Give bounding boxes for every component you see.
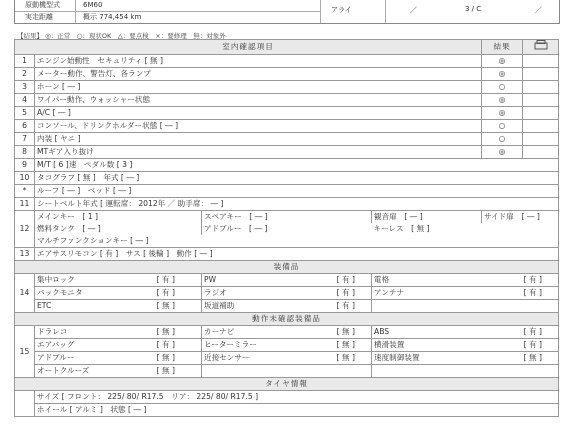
- table-row: [15, 146, 559, 159]
- table-row: [15, 185, 559, 198]
- row-number: 10: [15, 172, 35, 185]
- row-number: 11: [15, 198, 35, 211]
- empty-cell: [523, 68, 559, 81]
- equipment-item: [35, 326, 202, 339]
- key-item: [482, 223, 559, 235]
- empty-cell: [523, 120, 559, 133]
- row-text: 内装 [ ヤニ ]: [35, 133, 482, 146]
- row-number: 13: [15, 248, 35, 261]
- equipment-item: [372, 365, 559, 378]
- row-number: 2: [15, 68, 35, 81]
- row-text: ワイパー動作、ウォッシャー状態: [35, 94, 482, 107]
- empty-cell: [523, 133, 559, 146]
- row-number: 6: [15, 120, 35, 133]
- print-icon[interactable]: [523, 40, 559, 55]
- table-row: [15, 300, 559, 313]
- row-text: MTギア入り抜け: [35, 146, 482, 159]
- arai-label: アライ: [331, 6, 352, 14]
- arai-value: ／: [410, 6, 417, 14]
- row-text: A/C [ ― ]: [35, 107, 482, 120]
- result-header: 結果: [482, 40, 523, 55]
- mileage-value: 概⽰ 774,454 km: [83, 13, 142, 21]
- equipment-item: [372, 300, 559, 313]
- row-result: ○: [482, 133, 523, 146]
- row-result: ◎: [482, 68, 523, 81]
- table-row: [15, 211, 559, 224]
- row-result: ◎: [482, 55, 523, 68]
- key-item: アドブルー [ ― ]: [204, 224, 268, 233]
- table-row: [15, 107, 559, 120]
- row-number: 12: [15, 211, 35, 248]
- row-number: 5: [15, 107, 35, 120]
- vehicle-info-box: [14, 0, 560, 24]
- row-text: エアサスリモコン [ 有 ] サス [ 後輪 ] 動作 [ ― ]: [35, 248, 559, 261]
- arai-value: ／: [535, 6, 542, 14]
- row-result: ○: [482, 120, 523, 133]
- section-header: [15, 378, 559, 391]
- equipment-value: [ 無 ]: [156, 366, 175, 375]
- equipment-item: [202, 352, 372, 365]
- table-row: [15, 404, 559, 417]
- equipment-item: [372, 339, 559, 352]
- equipment-item: [202, 274, 372, 287]
- equipment-name: バックモニタ: [37, 288, 83, 297]
- row-number: *: [15, 185, 35, 198]
- key-item: マルチファンクションキー [ ― ]: [35, 235, 559, 248]
- table-row: [15, 81, 559, 94]
- inspection-table: [14, 39, 559, 417]
- row-result: ○: [482, 81, 523, 94]
- equipment-value: [ 無 ]: [156, 353, 175, 362]
- row-text: M/T [ 6 ]速 ペダル数 [ 3 ]: [35, 159, 559, 172]
- divider: [320, 0, 321, 23]
- table-row: [15, 326, 559, 339]
- equipment-name: 近接センサー: [204, 353, 250, 362]
- equipment-value: [ 無 ]: [156, 327, 175, 336]
- table-row: [15, 94, 559, 107]
- equipment-item: [372, 287, 559, 300]
- wheel-info: ホイール [ アルミ ] 状態 [ ― ]: [35, 404, 559, 417]
- engine-type-label: 原動機型式: [25, 1, 60, 9]
- equipment-item: [202, 365, 372, 378]
- equipment-name: 集中ロック: [37, 275, 75, 284]
- section-title: 装備品: [15, 261, 559, 274]
- equipment-value: [ 有 ]: [156, 340, 175, 349]
- equipment-value: [ 有 ]: [523, 288, 543, 297]
- equipment-name: アドブルー: [37, 353, 75, 362]
- row-result: ◎: [482, 94, 523, 107]
- row-number: [15, 391, 35, 417]
- engine-type-value: 6M60: [83, 1, 103, 9]
- equipment-name: ETC: [37, 301, 52, 310]
- equipment-name: ドラレコ: [37, 327, 68, 336]
- table-row: [15, 223, 559, 235]
- key-item: サイド扉 [ ― ]: [482, 211, 559, 224]
- row-number: 1: [15, 55, 35, 68]
- row-text: ホーン [ ― ]: [35, 81, 482, 94]
- table-row: [15, 120, 559, 133]
- section-header: [15, 313, 559, 326]
- equipment-value: [ 無 ]: [336, 340, 355, 349]
- equipment-item: [35, 339, 202, 352]
- row-number: 14: [15, 274, 35, 313]
- equipment-name: エアバッグ: [37, 340, 75, 349]
- empty-cell: [523, 55, 559, 68]
- equipment-name: 速度制御装置: [374, 353, 420, 362]
- equipment-value: [ 無 ]: [336, 353, 355, 362]
- row-number: 4: [15, 94, 35, 107]
- mileage-label: 実走距離: [25, 13, 53, 21]
- equipment-name: オートクルーズ: [37, 366, 90, 375]
- equipment-value: [ 有 ]: [336, 288, 355, 297]
- print-icon-svg: [534, 40, 548, 50]
- arai-value: 3 / C: [465, 5, 482, 13]
- table-row: [15, 352, 559, 365]
- equipment-name: ラジオ: [204, 288, 227, 297]
- equipment-value: [ 有 ]: [336, 275, 355, 284]
- table-row: [15, 287, 559, 300]
- equipment-value: [ 有 ]: [156, 288, 175, 297]
- row-number: 9: [15, 159, 35, 172]
- empty-cell: [523, 94, 559, 107]
- equipment-item: [372, 326, 559, 339]
- equipment-item: [202, 300, 372, 313]
- equipment-item: [202, 339, 372, 352]
- row-result: ◎: [482, 146, 523, 159]
- equipment-name: 電格: [374, 275, 390, 284]
- table-row: [15, 274, 559, 287]
- row-text: エンジン始動性 セキュリティ [ 無 ]: [35, 55, 482, 68]
- key-item: スペアキー [ ― ]: [202, 211, 372, 224]
- section-title: タイヤ情報: [15, 378, 559, 391]
- equipment-item: [35, 300, 202, 313]
- equipment-item: [35, 365, 202, 378]
- key-item: 燃料タンク [ ― ]: [35, 223, 202, 235]
- row-result: ◎: [482, 107, 523, 120]
- row-text: メーター動作、警告灯、各ランプ: [35, 68, 482, 81]
- equipment-name: カーナビ: [204, 327, 235, 336]
- table-row: [15, 68, 559, 81]
- row-number: 7: [15, 133, 35, 146]
- empty-cell: [523, 107, 559, 120]
- table-row: [15, 235, 559, 248]
- table-row: [15, 133, 559, 146]
- key-item: メインキー [ 1 ]: [35, 211, 202, 224]
- table-row: [15, 391, 559, 404]
- equipment-item: [202, 326, 372, 339]
- table-row: [15, 365, 559, 378]
- row-number: 15: [15, 326, 35, 378]
- row-text: シートベルト年式 [ 運転席： 2012年 ／ 助手席： ― ]: [35, 198, 559, 211]
- equipment-item: [35, 352, 202, 365]
- table-row: [15, 159, 559, 172]
- empty-cell: [523, 146, 559, 159]
- equipment-value: [ 有 ]: [523, 340, 543, 349]
- equipment-value: [ 無 ]: [156, 301, 175, 310]
- equipment-item: [372, 352, 559, 365]
- row-text: タコグラフ [ 無 ] 年式 [ ― ]: [35, 172, 559, 185]
- table-row: [15, 172, 559, 185]
- row-text: コンソール、ドリンクホルダー状態 [ ― ]: [35, 120, 482, 133]
- equipment-name: ヒーターミラー: [204, 340, 257, 349]
- section-header: [15, 40, 559, 55]
- section-title: 動作未確認装備品: [15, 313, 559, 326]
- equipment-name: アンテナ: [374, 288, 405, 297]
- table-row: [15, 198, 559, 211]
- equipment-name: ABS: [374, 327, 390, 336]
- tire-size: サイズ [ フロント： 225/ 80/ R17.5 リア： 225/ 80/ R17.5 ]: [35, 391, 559, 404]
- empty-cell: [523, 81, 559, 94]
- section-header: [15, 261, 559, 274]
- equipment-item: [202, 287, 372, 300]
- equipment-item: [35, 287, 202, 300]
- table-row: [15, 55, 559, 68]
- equipment-value: [ 有 ]: [156, 275, 175, 284]
- row-text: ルーフ [ ― ] ベッド [ ― ]: [35, 185, 559, 198]
- row-number: 3: [15, 81, 35, 94]
- equipment-value: [ 有 ]: [523, 327, 543, 336]
- equipment-value: [ 有 ]: [523, 275, 543, 284]
- section-title: 室内確認項目: [15, 40, 482, 55]
- equipment-name: 坂道補助: [204, 301, 235, 310]
- equipment-item: [372, 274, 559, 287]
- row-number: 8: [15, 146, 35, 159]
- equipment-value: [ 有 ]: [336, 301, 355, 310]
- result-legend: 【結果】 ◎：正常 ○：現状OK △：要点検 ×：要修理 無：対象外: [17, 32, 226, 40]
- equipment-value: [ 無 ]: [336, 327, 355, 336]
- table-row: [15, 248, 559, 261]
- equipment-value: [ 無 ]: [523, 353, 543, 362]
- table-row: [15, 339, 559, 352]
- divider: [385, 0, 386, 23]
- key-item: 観音扉 [ ― ]: [372, 211, 482, 224]
- equipment-item: [35, 274, 202, 287]
- equipment-name: 横滑装置: [374, 340, 405, 349]
- equipment-name: PW: [204, 275, 217, 284]
- key-item: キーレス [ 無 ]: [373, 224, 430, 233]
- info-row: [15, 11, 320, 23]
